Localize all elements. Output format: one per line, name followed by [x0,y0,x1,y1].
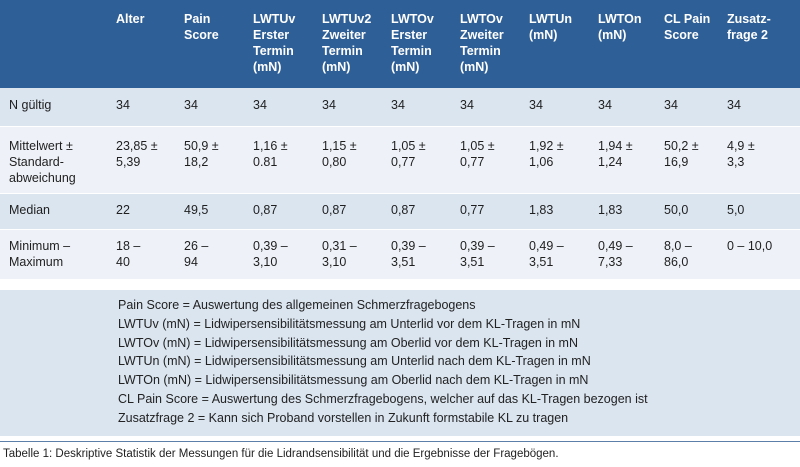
cell-line: 0 – 10,0 [727,238,773,253]
cell-line: 0,31 – [322,238,357,253]
legend-line: LWTOn (mN) = Lidwipersensibilitätsmessung am Oberlid nach dem KL-Tragen in mN [118,373,589,388]
row-label [0,229,113,279]
cell-line: 49,5 [184,202,209,217]
table-row [0,229,800,279]
cell-line: Erster [253,28,290,42]
table-cell [113,229,181,279]
cell-line: 34 [664,98,678,112]
cell-line: 7,33 [598,254,623,269]
cell-line: 94 [184,254,198,269]
legend-line: LWTOv (mN) = Lidwipersensibilitätsmessung am Oberlid vor dem KL-Tragen in mN [118,335,578,350]
header-cell-empty [0,0,113,88]
table-cell [181,88,250,126]
column-header [595,0,661,88]
cell-line: Score [664,28,699,42]
cell-line: 34 [529,98,543,112]
row-label [0,88,113,126]
column-header [250,0,319,88]
table-row [0,88,800,126]
table-header [0,0,800,88]
table-cell [319,88,388,126]
cell-line: 0,39 – [460,238,495,253]
table-cell [526,126,595,193]
cell-line: 50,0 [664,202,689,217]
table-row [0,126,800,193]
cell-line: Pain [184,12,211,26]
table-cell [388,193,457,229]
column-header [457,0,526,88]
cell-line: Maximum [9,254,64,269]
cell-line: 50,9 ± [184,138,219,153]
cell-line: Median [9,202,50,217]
cell-line: 16,9 [664,154,689,169]
cell-line: Zweiter [460,28,504,42]
table-cell [661,193,724,229]
table-cell [319,126,388,193]
cell-line: 0,49 – [529,238,564,253]
cell-line: Zusatz- [727,12,771,26]
table-caption: Tabelle 1: Deskriptive Statistik der Messungen für die Lidrandsensibilität und die Ergebnisse der Fragebögen. [0,441,800,467]
cell-line: 3,3 [727,154,745,169]
cell-line: 34 [598,98,612,112]
cell-line: 0,87 [322,202,347,217]
cell-line: 18,2 [184,154,209,169]
table-cell [250,88,319,126]
cell-line: (mN) [529,28,558,42]
legend-line: CL Pain Score = Auswertung des Schmerzfragebogens, welcher auf das KL-Tragen bezogen ist [118,391,648,406]
table-body [0,88,800,279]
table-cell [724,88,800,126]
table-cell [388,88,457,126]
column-header [388,0,457,88]
table-cell [319,193,388,229]
table-cell [595,229,661,279]
cell-line: 3,51 [529,254,554,269]
table-row [0,193,800,229]
cell-line: Zweiter [322,28,366,42]
table-cell [250,193,319,229]
cell-line: Termin [460,44,501,58]
table-cell [250,126,319,193]
cell-line: 0,77 [391,154,416,169]
cell-line: (mN) [322,60,351,74]
cell-line: Minimum – [9,238,71,253]
cell-line: (mN) [391,60,420,74]
table-cell [661,88,724,126]
cell-line: 26 – [184,238,209,253]
table-cell [724,229,800,279]
cell-line: Alter [116,12,145,26]
cell-line: 40 [116,254,130,269]
cell-line: LWTUn [529,12,573,26]
table-cell [724,193,800,229]
cell-line: 34 [391,98,405,112]
table-cell [595,88,661,126]
cell-line: 1,83 [529,202,554,217]
cell-line: Mittelwert ± [9,138,73,153]
cell-line: 1,16 ± [253,138,288,153]
cell-line: 34 [727,98,741,112]
cell-line: Termin [322,44,363,58]
cell-line: 8,0 – [664,238,692,253]
cell-line: 1,05 ± [391,138,426,153]
cell-line: 5,39 [116,154,141,169]
cell-line: (mN) [598,28,627,42]
cell-line: 34 [460,98,474,112]
cell-line: 4,9 ± [727,138,755,153]
cell-line: LWTUv [253,12,296,26]
cell-line: frage 2 [727,28,768,42]
cell-line: 3,10 [322,254,347,269]
table-cell [457,193,526,229]
table-cell [724,126,800,193]
column-header [724,0,800,88]
cell-line: 50,2 ± [664,138,699,153]
cell-line: LWTUv2 [322,12,372,26]
legend-line: LWTUn (mN) = Lidwipersensibilitätsmessung am Unterlid nach dem KL-Tragen in mN [118,354,591,369]
cell-line: N gültig [9,98,52,112]
cell-line: 3,51 [460,254,485,269]
cell-line: Erster [391,28,428,42]
cell-line: 0.81 [253,154,278,169]
column-header [661,0,724,88]
cell-line: Standard- [9,154,64,169]
table-cell [113,193,181,229]
column-header [526,0,595,88]
cell-line: Score [184,28,219,42]
table-cell [661,229,724,279]
cell-line: (mN) [460,60,489,74]
cell-line: abweichung [9,170,76,185]
cell-line: LWTOv [460,12,503,26]
cell-line: Termin [253,44,294,58]
cell-line: 0,39 – [391,238,426,253]
table-cell [181,126,250,193]
cell-line: 0,80 [322,154,347,169]
table-cell [595,126,661,193]
cell-line: (mN) [253,60,282,74]
row-label [0,126,113,193]
column-header [319,0,388,88]
cell-line: 1,92 ± [529,138,564,153]
cell-line: 3,51 [391,254,416,269]
cell-line: 34 [116,98,130,112]
row-label [0,193,113,229]
table-cell [319,229,388,279]
column-header [113,0,181,88]
table-cell [181,229,250,279]
cell-line: 5,0 [727,202,745,217]
cell-line: 34 [184,98,198,112]
table-cell [457,126,526,193]
legend-line: LWTUv (mN) = Lidwipersensibilitätsmessung am Unterlid vor dem KL-Tragen in mN [118,316,581,331]
table-cell [661,126,724,193]
table-cell [457,88,526,126]
table-cell [595,193,661,229]
cell-line: 18 – [116,238,141,253]
table-cell [113,88,181,126]
cell-line: 0,87 [253,202,278,217]
legend-line: Zusatzfrage 2 = Kann sich Proband vorstellen in Zukunft formstabile KL zu tragen [118,410,569,425]
table-cell [250,229,319,279]
cell-line: 0,87 [391,202,416,217]
table-legend [0,289,800,436]
legend-line: Pain Score = Auswertung des allgemeinen Schmerzfragebogens [118,298,476,312]
table-cell [113,126,181,193]
cell-line: 86,0 [664,254,689,269]
cell-line: 0,77 [460,202,485,217]
cell-line: 1,24 [598,154,623,169]
cell-line: 1,83 [598,202,623,217]
table-cell [526,193,595,229]
cell-line: 34 [253,98,267,112]
cell-line: 0,49 – [598,238,633,253]
cell-line: LWTOn [598,12,642,26]
cell-line: 1,94 ± [598,138,633,153]
cell-line: 1,06 [529,154,554,169]
table-cell [457,229,526,279]
table-cell [526,88,595,126]
table-cell [526,229,595,279]
cell-line: 34 [322,98,336,112]
table-cell [388,126,457,193]
cell-line: 1,15 ± [322,138,357,153]
cell-line: LWTOv [391,12,434,26]
cell-line: 3,10 [253,254,278,269]
cell-line: 0,39 – [253,238,288,253]
cell-line: 23,85 ± [116,138,158,153]
cell-line: 0,77 [460,154,485,169]
cell-line: CL Pain [664,12,711,26]
column-header [181,0,250,88]
table-cell [181,193,250,229]
table-cell [388,229,457,279]
cell-line: Termin [391,44,432,58]
cell-line: 22 [116,202,130,217]
cell-line: 1,05 ± [460,138,495,153]
table-header-row [0,0,800,88]
